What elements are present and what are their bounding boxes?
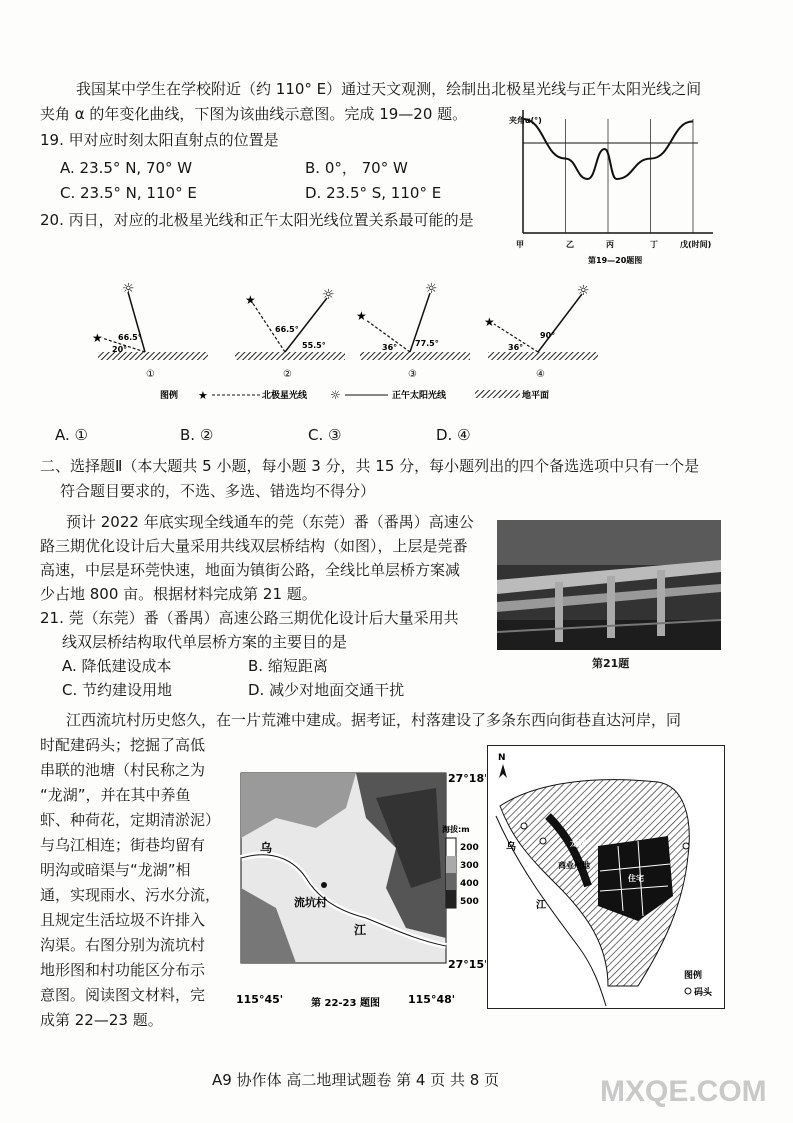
x-tick-4: 戊(时间): [680, 240, 712, 249]
q19-option-b[interactable]: B. 0°， 70° W: [305, 159, 408, 177]
legend-sun-label: 正午太阳光线: [392, 391, 447, 401]
legend-title: 图例: [160, 391, 179, 401]
lat-top: 27°18': [448, 772, 486, 785]
north-arrow-icon: [499, 764, 507, 778]
panel-1-angle-2: 20°: [112, 345, 128, 354]
star-icon: ★: [92, 331, 103, 345]
diagram-legend: [160, 388, 549, 402]
panel-3[interactable]: [356, 281, 470, 380]
page-footer: A9 协作体 高二地理试题卷 第 4 页 共 8 页: [212, 1071, 500, 1089]
village-legend-dock: 码头: [694, 988, 713, 998]
panel-2-label: ②: [283, 369, 292, 380]
light-angle-diagram: [90, 280, 630, 410]
q20-stem: 20. 丙日，对应的北极星光线和正午太阳光线位置关系最可能的是: [40, 211, 474, 229]
passage22-line-10: 沟渠。右图分别为流坑村: [40, 936, 206, 954]
river-label-jiang: 江: [354, 923, 367, 937]
q21-option-c[interactable]: C. 节约建设用地: [62, 681, 173, 699]
legend-400: 400: [460, 879, 479, 889]
sun-icon: ☼: [577, 283, 590, 299]
panel-2-angle-2: 55.5°: [302, 341, 326, 350]
q19-option-a[interactable]: A. 23.5° N, 70° W: [60, 159, 193, 177]
passage22-line-6: 与乌江相连；街巷均留有: [40, 836, 206, 854]
passage22-line-13: 成第 22—23 题。: [40, 1011, 163, 1029]
passage22-line-5: 虾、种荷花，定期清淤泥）: [40, 811, 221, 829]
panel-3-label: ③: [408, 369, 417, 380]
q21-option-b[interactable]: B. 缩短距离: [248, 657, 328, 675]
lat-bottom: 27°15': [448, 958, 486, 971]
panel-4-angle-2: 90°: [540, 331, 556, 340]
photo-caption: 第21题: [592, 657, 630, 670]
passage22-line-1: 江西流坑村历史悠久，在一片荒滩中建成。据考证，村落建设了多条东西向街巷直达河岸，同: [66, 711, 682, 729]
legend-500: 500: [460, 897, 479, 907]
intro-line-2: 夹角 α 的年变化曲线，下图为该曲线示意图。完成 19—20 题。: [40, 105, 468, 123]
bridge-photo: [497, 520, 721, 650]
passage22-line-3: 串联的池塘（村民称之为: [40, 761, 206, 779]
legend-star-label: 北极星光线: [262, 391, 308, 401]
village-legend-title: 图例: [684, 971, 703, 981]
north-label: N: [498, 753, 506, 763]
x-tick-1: 乙: [566, 240, 574, 249]
sun-icon: ☼: [322, 287, 335, 303]
panel-4[interactable]: [484, 283, 598, 380]
q21-option-a[interactable]: A. 降低建设成本: [62, 657, 172, 675]
sun-icon: ☼: [425, 281, 438, 297]
map-caption: 第 22-23 题图: [311, 998, 380, 1009]
legend-300: 300: [460, 861, 479, 871]
star-icon: ★: [484, 315, 495, 329]
y-axis-label: 夹角α(°): [509, 116, 542, 125]
panel-4-angle-1: 36°: [508, 343, 524, 352]
q19-option-d[interactable]: D. 23.5° S, 110° E: [305, 184, 442, 202]
panel-2[interactable]: [235, 287, 345, 380]
star-icon: ★: [356, 309, 367, 323]
lon-right: 115°48': [408, 993, 456, 1006]
q19-stem: 19. 甲对应时刻太阳直射点的位置是: [40, 131, 279, 149]
longhu-label: 龙湖: [570, 839, 586, 848]
x-tick-3: 丁: [650, 240, 658, 249]
panel-1-label: ①: [146, 369, 155, 380]
chart-series: [523, 119, 698, 233]
river-label-wu: 乌: [506, 842, 516, 853]
q21-stem-2: 线双层桥结构取代单层桥方案的主要目的是: [62, 633, 348, 651]
legend-ground-label: 地平面: [522, 391, 550, 401]
passage22-line-12: 意图。阅读图文材料，完: [40, 986, 206, 1004]
section2-line-2: 符合题目要求的，不选、多选、错选均不得分）: [60, 482, 376, 500]
section2-line-1: 二、选择题Ⅱ（本大题共 5 小题，每小题 3 分，共 15 分，每小题列出的四个备选选项中只有一个是: [40, 457, 700, 475]
passage22-line-9: 且规定生活垃圾不许排入: [40, 911, 206, 929]
elevation-legend-title: 海拔:m: [442, 825, 470, 834]
passage22-line-4: “龙湖”，并在其中养鱼: [40, 786, 191, 804]
river-label-jiang: 江: [536, 900, 546, 911]
passage21-line-3: 高速，中层是环莞快速，地面为镇街公路，全线比单层桥方案减: [40, 561, 461, 579]
watermark-logo: MXQE.COM: [600, 1075, 767, 1108]
sun-icon: ☼: [122, 281, 135, 297]
passage22-line-7: 明沟或暗渠与“龙湖”相: [40, 861, 191, 879]
dock-icon: [540, 838, 546, 844]
q20-option-c[interactable]: C. ③: [308, 426, 342, 444]
panel-3-angle-1: 36°: [382, 343, 398, 352]
q19-option-c[interactable]: C. 23.5° N, 110° E: [60, 184, 197, 202]
village-function-map: [487, 745, 725, 1009]
passage22-line-11: 地形图和村功能区分布示: [40, 961, 206, 979]
x-tick-2: 丙: [606, 240, 614, 249]
village-label: 流坑村: [294, 896, 327, 909]
lon-left: 115°45': [236, 993, 284, 1006]
chart-caption: 第19—20题图: [588, 256, 643, 265]
legend-200: 200: [460, 843, 479, 853]
passage21-line-2: 路三期优化设计后大量采用共线双层桥结构（如图），上层是莞番: [40, 537, 468, 555]
star-icon: ★: [198, 389, 208, 402]
panel-2-angle-1: 66.5°: [275, 325, 299, 334]
topographic-map: [236, 768, 486, 1013]
panel-1[interactable]: [92, 281, 208, 380]
passage22-line-8: 通，实现雨水、污水分流，: [40, 886, 221, 904]
star-icon: ★: [245, 293, 256, 307]
passage21-line-4: 少占地 800 亩。根据材料完成第 21 题。: [40, 585, 317, 603]
q20-option-d[interactable]: D. ④: [436, 426, 471, 444]
sun-icon: ☼: [330, 388, 341, 402]
passage21-line-1: 预计 2022 年底实现全线通车的莞（东莞）番（番禺）高速公: [66, 513, 474, 531]
river-label-wu: 乌: [260, 841, 273, 855]
commercial-label: 商业用地: [558, 861, 590, 870]
q21-stem-1: 21. 莞（东莞）番（番禺）高速公路三期优化设计后大量采用共: [40, 609, 459, 627]
panel-3-angle-2: 77.5°: [415, 339, 439, 348]
dock-icon: [683, 843, 689, 849]
q20-option-a[interactable]: A. ①: [55, 426, 88, 444]
intro-line-1: 我国某中学生在学校附近（约 110° E）通过天文观测，绘制出北极星光线与正午太阳光线之间: [76, 80, 702, 98]
panel-4-label: ④: [536, 369, 545, 380]
q20-option-b[interactable]: B. ②: [180, 426, 214, 444]
passage22-line-2: 时配建码头；挖掘了高低: [40, 736, 206, 754]
q21-option-d[interactable]: D. 减少对地面交通干扰: [248, 681, 405, 699]
dock-icon: [685, 988, 691, 994]
panel-1-angle-1: 66.5°: [118, 333, 142, 342]
residential-label: 住宅: [628, 874, 644, 883]
x-tick-0: 甲: [516, 240, 524, 249]
dock-icon: [521, 823, 527, 829]
angle-chart: [508, 105, 718, 265]
